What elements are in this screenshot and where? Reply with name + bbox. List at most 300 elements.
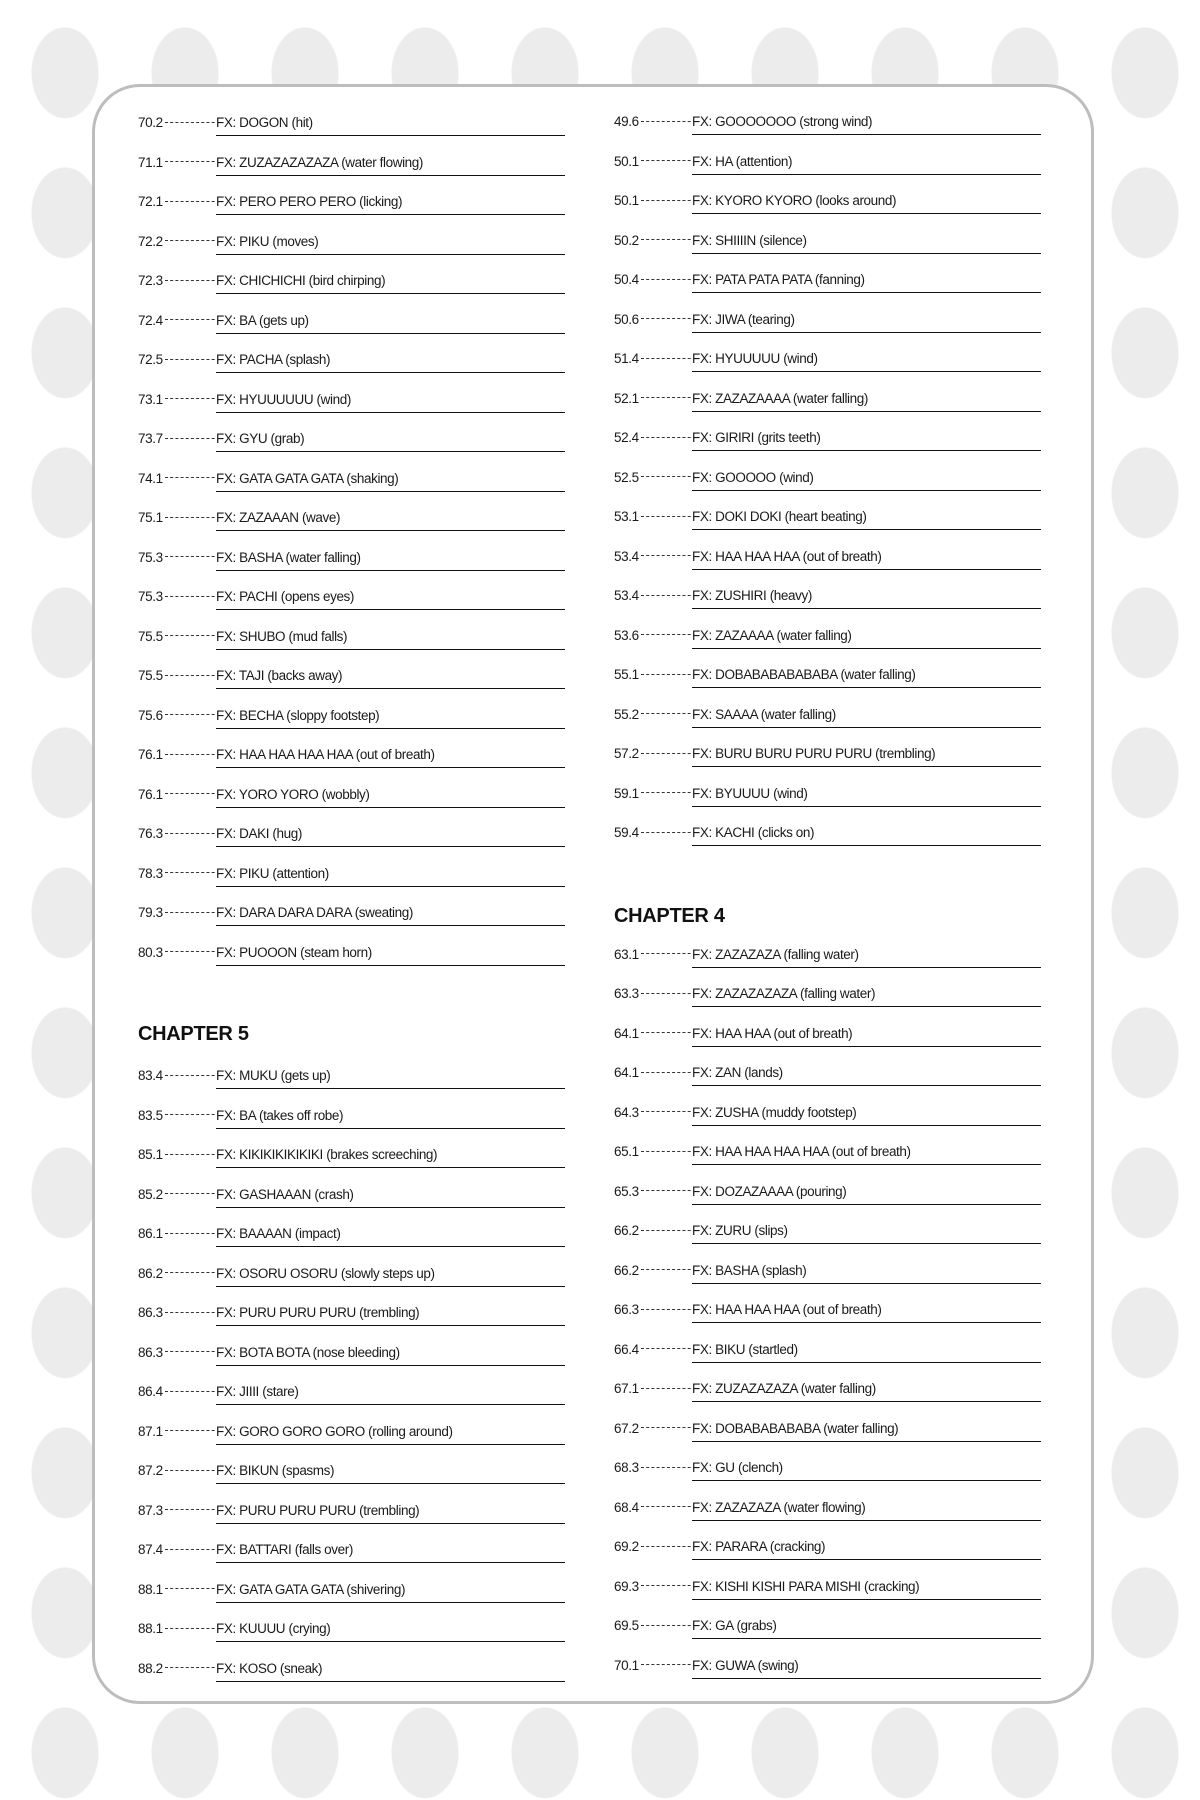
page-panel-ref [138, 786, 216, 804]
sfx-entry [138, 1581, 618, 1621]
sfx-translation: FX: KACHI (clicks on) [692, 824, 1041, 846]
ref-number: 71.1 [138, 154, 163, 170]
sfx-entry [614, 429, 1094, 469]
sfx-entry [614, 824, 1094, 864]
leader-dashes [641, 634, 692, 635]
sfx-entry [614, 1143, 1094, 1183]
leader-dashes [165, 1312, 216, 1313]
leader-dashes [641, 476, 692, 477]
chapter-heading: CHAPTER 4 [614, 904, 725, 927]
ref-number: 75.6 [138, 707, 163, 723]
sfx-translation: FX: PACHI (opens eyes) [216, 588, 565, 610]
sfx-translation: FX: SAAAA (water falling) [692, 706, 1041, 728]
sfx-entry [138, 430, 618, 470]
leader-dashes [165, 754, 216, 755]
sfx-entry [614, 985, 1094, 1025]
page-panel-ref [138, 904, 216, 922]
sfx-entry [138, 1304, 618, 1344]
page-panel-ref [138, 1344, 216, 1362]
sfx-translation: FX: ZAZAZAAAA (water falling) [692, 390, 1041, 412]
page-panel-ref [614, 985, 692, 1003]
sfx-translation: FX: ZAN (lands) [692, 1064, 1041, 1086]
leader-dashes [165, 833, 216, 834]
sfx-translation: FX: ZAZAAAA (water falling) [692, 627, 1041, 649]
sfx-translation: FX: HAA HAA HAA (out of breath) [692, 548, 1041, 570]
sfx-entry [614, 1617, 1094, 1657]
leader-dashes [641, 200, 692, 201]
leader-dashes [641, 674, 692, 675]
leader-dashes [641, 358, 692, 359]
leader-dashes [165, 398, 216, 399]
sfx-translation: FX: BASHA (water falling) [216, 549, 565, 571]
sfx-translation: FX: DAKI (hug) [216, 825, 565, 847]
sfx-translation: FX: BATTARI (falls over) [216, 1541, 565, 1563]
sfx-translation: FX: GIRIRI (grits teeth) [692, 429, 1041, 451]
sfx-entry [614, 1301, 1094, 1341]
sfx-translation: FX: SHIIIIN (silence) [692, 232, 1041, 254]
leader-dashes [641, 1230, 692, 1231]
leader-dashes [641, 1151, 692, 1152]
page-panel-ref [138, 944, 216, 962]
leader-dashes [641, 1072, 692, 1073]
sfx-translation: FX: BIKU (startled) [692, 1341, 1041, 1363]
sfx-translation: FX: GATA GATA GATA (shivering) [216, 1581, 565, 1603]
sfx-entry [138, 786, 618, 826]
sfx-entry [138, 865, 618, 905]
page-panel-ref [138, 549, 216, 567]
ref-number: 72.4 [138, 312, 163, 328]
page-panel-ref [138, 1660, 216, 1678]
leader-dashes [165, 1509, 216, 1510]
sfx-entry [614, 946, 1094, 986]
sfx-entry [614, 548, 1094, 588]
page-panel-ref [138, 588, 216, 606]
sfx-entry [614, 390, 1094, 430]
chapter-heading: CHAPTER 5 [138, 1023, 249, 1045]
sfx-translation: FX: BIKUN (spasms) [216, 1462, 565, 1484]
ref-number: 69.2 [614, 1539, 639, 1554]
leader-dashes [165, 556, 216, 557]
sfx-entry [138, 312, 618, 352]
ref-number: 87.3 [138, 1502, 163, 1518]
leader-dashes [165, 1233, 216, 1234]
leader-dashes [165, 872, 216, 873]
ref-number: 86.3 [138, 1344, 163, 1360]
page-panel-ref [614, 1499, 692, 1517]
sfx-entry [138, 1660, 618, 1700]
ref-number: 66.2 [614, 1262, 639, 1278]
leader-dashes [165, 1193, 216, 1194]
sfx-translation: FX: BURU BURU PURU PURU (trembling) [692, 745, 1041, 767]
sfx-entry [614, 1262, 1094, 1302]
page-panel-ref [614, 1380, 692, 1398]
leader-dashes [641, 1190, 692, 1191]
sfx-entry [138, 1383, 618, 1423]
sfx-translation: FX: KOSO (sneak) [216, 1660, 565, 1682]
leader-dashes [165, 596, 216, 597]
page-panel-ref [614, 469, 692, 487]
leader-dashes [165, 1114, 216, 1115]
right-entries-bottom [614, 946, 1094, 1697]
ref-number: 88.1 [138, 1581, 163, 1597]
sfx-translation: FX: GASHAAAN (crash) [216, 1186, 565, 1208]
ref-number: 53.4 [614, 548, 639, 564]
ref-number: 50.2 [614, 232, 639, 248]
leader-dashes [165, 161, 216, 162]
leader-dashes [641, 279, 692, 280]
page-panel-ref [614, 1301, 692, 1319]
leader-dashes [641, 555, 692, 556]
sfx-entry [138, 1265, 618, 1305]
leader-dashes [641, 832, 692, 833]
ref-number: 87.1 [138, 1423, 163, 1439]
ref-number: 53.4 [614, 588, 639, 603]
page-panel-ref [138, 1107, 216, 1125]
sfx-translation: FX: ZUSHA (muddy footstep) [692, 1104, 1041, 1126]
sfx-translation: FX: JIIII (stare) [216, 1383, 565, 1405]
leader-dashes [165, 1154, 216, 1155]
page-panel-ref [138, 430, 216, 448]
sfx-translation: FX: BA (takes off robe) [216, 1107, 565, 1129]
sfx-translation: FX: KYORO KYORO (looks around) [692, 192, 1041, 214]
page-panel-ref [138, 509, 216, 527]
sfx-translation: FX: ZUSHIRI (heavy) [692, 587, 1041, 609]
ref-number: 50.6 [614, 311, 639, 327]
page-panel-ref [614, 1183, 692, 1201]
page-panel-ref [138, 470, 216, 488]
page-panel-ref [138, 1067, 216, 1085]
sfx-entry [614, 1420, 1094, 1460]
page-panel-ref [614, 153, 692, 171]
ref-number: 67.1 [614, 1381, 639, 1396]
sfx-entry [138, 904, 618, 944]
ref-number: 78.3 [138, 865, 163, 881]
sfx-entry [614, 785, 1094, 825]
sfx-entry [138, 707, 618, 747]
leader-dashes [641, 1427, 692, 1428]
page-panel-ref [138, 1186, 216, 1204]
sfx-entry [138, 1344, 618, 1384]
ref-number: 72.2 [138, 233, 163, 249]
sfx-translation: FX: PACHA (splash) [216, 351, 565, 373]
ref-number: 86.3 [138, 1305, 163, 1320]
ref-number: 75.5 [138, 668, 163, 683]
ref-number: 53.6 [614, 627, 639, 643]
leader-dashes [641, 1546, 692, 1547]
sfx-translation: FX: HAA HAA HAA (out of breath) [692, 1301, 1041, 1323]
page-panel-ref [614, 271, 692, 289]
sfx-translation: FX: HYUUUUUU (wind) [216, 391, 565, 413]
leader-dashes [641, 753, 692, 754]
sfx-entry [138, 233, 618, 273]
ref-number: 50.1 [614, 193, 639, 208]
leader-dashes [165, 793, 216, 794]
page-panel-ref [138, 154, 216, 172]
sfx-translation: FX: PERO PERO PERO (licking) [216, 193, 565, 215]
leader-dashes [165, 675, 216, 676]
page-panel-ref [138, 1304, 216, 1322]
page-panel-ref [614, 745, 692, 763]
sfx-translation: FX: DOBABABABABA (water falling) [692, 1420, 1041, 1442]
leader-dashes [165, 1588, 216, 1589]
sfx-entry [614, 627, 1094, 667]
ref-number: 63.3 [614, 986, 639, 1001]
page-panel-ref [614, 390, 692, 408]
sfx-entry [138, 470, 618, 510]
page-panel-ref [614, 1262, 692, 1280]
page-panel-ref [614, 508, 692, 526]
sfx-entry [614, 1025, 1094, 1065]
leader-dashes [165, 1470, 216, 1471]
ref-number: 76.1 [138, 747, 163, 762]
page-panel-ref [614, 311, 692, 329]
leader-dashes [165, 1272, 216, 1273]
leader-dashes [165, 1075, 216, 1076]
leader-dashes [165, 477, 216, 478]
ref-number: 66.3 [614, 1302, 639, 1317]
sfx-entry [138, 391, 618, 431]
page-panel-ref [138, 1423, 216, 1441]
sfx-entry [614, 153, 1094, 193]
sfx-translation: FX: HAA HAA HAA HAA (out of breath) [692, 1143, 1041, 1165]
sfx-entry [138, 114, 618, 154]
leader-dashes [165, 1628, 216, 1629]
ref-number: 53.1 [614, 509, 639, 524]
page-panel-ref [138, 233, 216, 251]
sfx-entry [614, 508, 1094, 548]
page-panel-ref [138, 351, 216, 369]
page-panel-ref [138, 114, 216, 132]
sfx-entry [614, 1222, 1094, 1262]
sfx-translation: FX: HAA HAA HAA HAA (out of breath) [216, 746, 565, 768]
page-panel-ref [614, 232, 692, 250]
right-column [614, 113, 1094, 1696]
ref-number: 64.3 [614, 1104, 639, 1120]
page-panel-ref [614, 1617, 692, 1635]
ref-number: 75.1 [138, 510, 163, 525]
sfx-translation: FX: JIWA (tearing) [692, 311, 1041, 333]
ref-number: 72.1 [138, 194, 163, 209]
sfx-translation: FX: PURU PURU PURU (trembling) [216, 1502, 565, 1524]
sfx-translation: FX: GA (grabs) [692, 1617, 1041, 1639]
sfx-translation: FX: DOBABABABABABA (water falling) [692, 666, 1041, 688]
ref-number: 67.2 [614, 1420, 639, 1436]
leader-dashes [641, 792, 692, 793]
leader-dashes [165, 240, 216, 241]
ref-number: 75.3 [138, 589, 163, 604]
sfx-translation: FX: PIKU (moves) [216, 233, 565, 255]
sfx-entry [614, 1499, 1094, 1539]
sfx-translation: FX: DOKI DOKI (heart beating) [692, 508, 1041, 530]
ref-number: 59.1 [614, 785, 639, 801]
ref-number: 64.1 [614, 1065, 639, 1080]
sfx-entry [614, 1183, 1094, 1223]
sfx-entry [614, 350, 1094, 390]
sfx-translation: FX: ZUZAZAZAZA (water falling) [692, 1380, 1041, 1402]
leader-dashes [165, 201, 216, 202]
leader-dashes [165, 714, 216, 715]
page-panel-ref [614, 1143, 692, 1161]
sfx-translation: FX: KISHI KISHI PARA MISHI (cracking) [692, 1578, 1041, 1600]
sfx-translation: FX: ZUZAZAZAZAZA (water flowing) [216, 154, 565, 176]
sfx-translation: FX: KIKIKIKIKIKIKI (brakes screeching) [216, 1146, 565, 1168]
page-panel-ref [614, 666, 692, 684]
sfx-entry [138, 1225, 618, 1265]
page-panel-ref [138, 746, 216, 764]
ref-number: 70.1 [614, 1657, 639, 1673]
sfx-translation: FX: PIKU (attention) [216, 865, 565, 887]
sfx-entry [614, 1064, 1094, 1104]
leader-dashes [165, 1549, 216, 1550]
sfx-translation: FX: HA (attention) [692, 153, 1041, 175]
sfx-translation: FX: GATA GATA GATA (shaking) [216, 470, 565, 492]
sfx-entry [138, 549, 618, 589]
sfx-entry [614, 745, 1094, 785]
sfx-entry [138, 1502, 618, 1542]
ref-number: 80.3 [138, 944, 163, 960]
sfx-translation: FX: ZAZAAAN (wave) [216, 509, 565, 531]
sfx-entry [138, 944, 618, 984]
sfx-translation: FX: DARA DARA DARA (sweating) [216, 904, 565, 926]
ref-number: 75.5 [138, 628, 163, 644]
sfx-translation: FX: BASHA (splash) [692, 1262, 1041, 1284]
sfx-translation: FX: ZAZAZAZA (water flowing) [692, 1499, 1041, 1521]
left-entries-top [138, 114, 618, 983]
page-panel-ref [614, 785, 692, 803]
page-panel-ref [614, 946, 692, 964]
sfx-entry [614, 113, 1094, 153]
sfx-entry [138, 588, 618, 628]
page-panel-ref [614, 1538, 692, 1556]
sfx-entry [614, 232, 1094, 272]
ref-number: 68.3 [614, 1460, 639, 1475]
ref-number: 68.4 [614, 1499, 639, 1515]
sfx-entry [614, 1459, 1094, 1499]
leader-dashes [165, 912, 216, 913]
leader-dashes [641, 1506, 692, 1507]
ref-number: 63.1 [614, 946, 639, 962]
sfx-translation: FX: BAAAAN (impact) [216, 1225, 565, 1247]
leader-dashes [165, 319, 216, 320]
leader-dashes [641, 516, 692, 517]
left-column [138, 114, 618, 1699]
leader-dashes [641, 1625, 692, 1626]
leader-dashes [165, 1430, 216, 1431]
sfx-translation: FX: GU (clench) [692, 1459, 1041, 1481]
sfx-entry [614, 1578, 1094, 1618]
page-panel-ref [138, 391, 216, 409]
page-panel-ref [138, 1581, 216, 1599]
ref-number: 85.1 [138, 1147, 163, 1162]
page-panel-ref [138, 1146, 216, 1164]
sfx-entry [138, 272, 618, 312]
page-panel-ref [614, 548, 692, 566]
sfx-entry [138, 1423, 618, 1463]
leader-dashes [641, 1032, 692, 1033]
ref-number: 73.7 [138, 431, 163, 446]
leader-dashes [641, 121, 692, 122]
sfx-entry [138, 1107, 618, 1147]
page-panel-ref [614, 1578, 692, 1596]
ref-number: 86.4 [138, 1384, 163, 1399]
ref-number: 87.2 [138, 1463, 163, 1478]
sfx-translation: FX: BYUUUU (wind) [692, 785, 1041, 807]
ref-number: 73.1 [138, 391, 163, 407]
leader-dashes [165, 122, 216, 123]
ref-number: 55.2 [614, 706, 639, 722]
sfx-entry [138, 509, 618, 549]
ref-number: 83.5 [138, 1107, 163, 1123]
page-panel-ref [138, 825, 216, 843]
sfx-translation: FX: GORO GORO GORO (rolling around) [216, 1423, 565, 1445]
sfx-translation: FX: DOZAZAAAA (pouring) [692, 1183, 1041, 1205]
sfx-entry [614, 1380, 1094, 1420]
page-panel-ref [138, 1541, 216, 1559]
page-panel-ref [138, 667, 216, 685]
sfx-entry [138, 628, 618, 668]
sfx-translation: FX: ZAZAZAZAZA (falling water) [692, 985, 1041, 1007]
leader-dashes [165, 359, 216, 360]
page-panel-ref [138, 865, 216, 883]
ref-number: 72.5 [138, 352, 163, 367]
sfx-entry [614, 469, 1094, 509]
sfx-translation: FX: SHUBO (mud falls) [216, 628, 565, 650]
sfx-translation: FX: ZURU (slips) [692, 1222, 1041, 1244]
sfx-entry [614, 666, 1094, 706]
ref-number: 64.1 [614, 1025, 639, 1041]
sfx-translation: FX: PATA PATA PATA (fanning) [692, 271, 1041, 293]
page-panel-ref [614, 824, 692, 842]
page-panel-ref [138, 1502, 216, 1520]
ref-number: 51.4 [614, 351, 639, 366]
page-panel-ref [614, 1420, 692, 1438]
sfx-entry [138, 1620, 618, 1660]
ref-number: 69.5 [614, 1618, 639, 1633]
page-panel-ref [138, 193, 216, 211]
leader-dashes [641, 1664, 692, 1665]
page-panel-ref [614, 587, 692, 605]
leader-dashes [641, 239, 692, 240]
ref-number: 72.3 [138, 273, 163, 288]
leader-dashes [641, 595, 692, 596]
sfx-entry [614, 706, 1094, 746]
ref-number: 70.2 [138, 115, 163, 130]
leader-dashes [641, 1111, 692, 1112]
sfx-translation: FX: GOOOOO (wind) [692, 469, 1041, 491]
leader-dashes [165, 280, 216, 281]
leader-dashes [165, 517, 216, 518]
leader-dashes [165, 951, 216, 952]
ref-number: 57.2 [614, 746, 639, 761]
sfx-translation: FX: ZAZAZAZA (falling water) [692, 946, 1041, 968]
ref-number: 88.2 [138, 1660, 163, 1676]
sfx-entry [614, 1341, 1094, 1381]
sfx-entry [138, 1462, 618, 1502]
page-panel-ref [614, 706, 692, 724]
sfx-translation: FX: HAA HAA (out of breath) [692, 1025, 1041, 1047]
page-panel-ref [614, 1222, 692, 1240]
leader-dashes [641, 993, 692, 994]
sfx-entry [614, 1538, 1094, 1578]
left-entries-bottom [138, 1067, 618, 1699]
sfx-translation: FX: TAJI (backs away) [216, 667, 565, 689]
sfx-entry [138, 1146, 618, 1186]
sfx-translation: FX: CHICHICHI (bird chirping) [216, 272, 565, 294]
leader-dashes [641, 160, 692, 161]
sfx-entry [614, 587, 1094, 627]
ref-number: 55.1 [614, 667, 639, 682]
ref-number: 69.3 [614, 1578, 639, 1594]
